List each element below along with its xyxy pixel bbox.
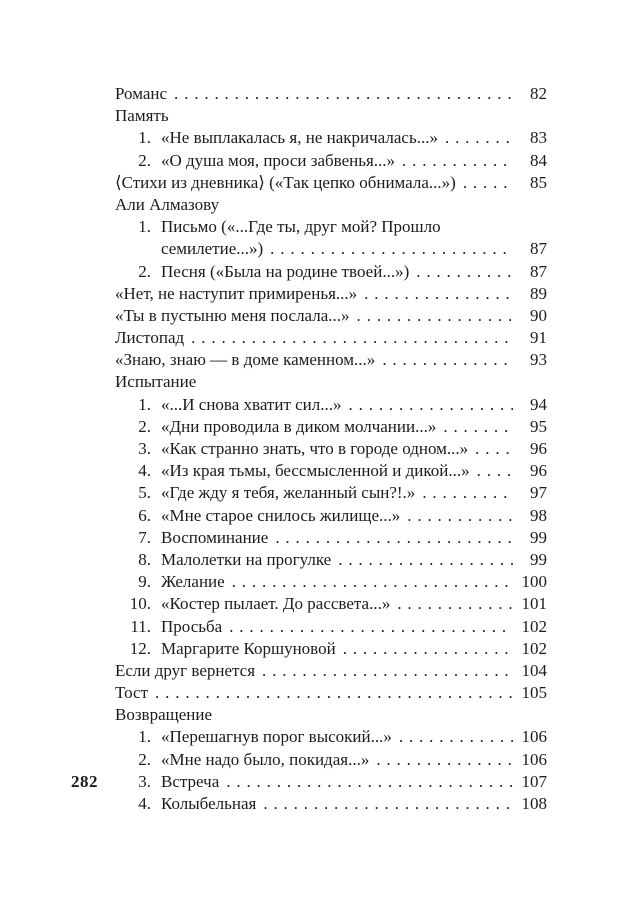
entry-number: 5. — [138, 483, 151, 503]
entry-page-number: 96 — [530, 461, 547, 481]
entry-page-number: 93 — [530, 350, 547, 370]
toc-row — [115, 505, 547, 527]
entry-page-number: 100 — [521, 572, 547, 592]
entry-title: Возвращение — [115, 705, 213, 725]
dot-leader — [402, 150, 513, 172]
toc-row — [115, 127, 547, 149]
toc-section-heading — [115, 371, 547, 393]
toc-section-heading — [115, 105, 547, 127]
entry-number: 3. — [138, 439, 151, 458]
page-folio-number: 282 — [71, 772, 98, 791]
entry-title: «Не выплакалась я, не накричалась...» — [161, 128, 438, 148]
entry-number: 9. — [138, 572, 151, 592]
dot-leader — [232, 571, 513, 593]
dot-leader — [275, 527, 513, 549]
dot-leader — [407, 505, 513, 527]
entry-title: «Из края тьмы, бессмысленной и дикой...» — [161, 461, 470, 481]
entry-title: Романс — [115, 84, 168, 103]
toc-row — [115, 261, 547, 283]
entry-title: «Мне старое снилось жилище...» — [161, 505, 401, 525]
entry-number: 11. — [130, 616, 151, 636]
dot-leader — [477, 460, 513, 482]
entry-page-number: 95 — [530, 416, 547, 436]
entry-title: Память — [115, 106, 169, 126]
entry-title: «Дни проводила в диком молчании...» — [161, 416, 437, 436]
entry-title: Испытание — [115, 372, 197, 392]
dot-leader — [416, 261, 513, 283]
entry-title: «Ты в пустыню меня послала...» — [115, 305, 350, 325]
dot-leader — [349, 394, 513, 416]
toc-row — [115, 616, 547, 638]
entry-page-number: 91 — [530, 328, 547, 348]
dot-leader — [399, 726, 513, 748]
entry-number: 3. — [138, 771, 151, 791]
dot-leader — [263, 793, 513, 815]
dot-leader — [382, 349, 513, 371]
entry-title: семилетие...») — [161, 239, 264, 259]
entry-number: 1. — [138, 727, 151, 747]
entry-title: Маргарите Коршуновой — [161, 638, 336, 658]
entry-page-number: 90 — [530, 305, 547, 325]
toc-row — [115, 793, 547, 815]
entry-page-number: 96 — [530, 439, 547, 458]
toc-section-heading — [115, 704, 547, 726]
toc-row — [115, 593, 547, 615]
toc-row — [115, 172, 547, 194]
entry-page-number: 106 — [521, 749, 547, 769]
entry-page-number: 104 — [521, 660, 547, 680]
toc-row — [115, 571, 547, 593]
entry-number: 7. — [138, 527, 151, 547]
entry-page-number: 87 — [530, 239, 547, 259]
toc-row — [115, 238, 547, 260]
dot-leader — [191, 327, 513, 349]
toc-row — [115, 771, 547, 793]
entry-title: Тост — [115, 683, 149, 703]
entry-page-number: 101 — [521, 594, 547, 614]
dot-leader — [155, 682, 513, 704]
dot-leader — [229, 616, 513, 638]
dot-leader — [445, 127, 513, 149]
toc-row — [115, 216, 547, 238]
entry-title: «Мне надо было, покидая...» — [161, 749, 370, 769]
entry-title: Желание — [161, 572, 225, 592]
entry-title: Встреча — [161, 771, 220, 791]
entry-title: «Как странно знать, что в городе одном...» — [161, 439, 469, 458]
dot-leader — [397, 593, 513, 615]
entry-page-number: 102 — [521, 616, 547, 636]
dot-leader — [343, 638, 513, 660]
entry-number: 8. — [138, 549, 151, 569]
dot-leader — [443, 416, 513, 438]
entry-page-number: 102 — [521, 638, 547, 658]
dot-leader — [338, 549, 513, 571]
entry-title: «Знаю, знаю — в доме каменном...» — [115, 350, 376, 370]
toc-row — [115, 460, 547, 482]
toc-row — [115, 349, 547, 371]
entry-number: 1. — [138, 394, 151, 414]
toc-list — [115, 83, 547, 815]
entry-title: Если друг вернется — [115, 660, 256, 680]
dot-leader — [226, 771, 513, 793]
toc-row — [115, 660, 547, 682]
entry-page-number: 98 — [530, 505, 547, 525]
dot-leader — [262, 660, 513, 682]
toc-row — [115, 682, 547, 704]
entry-page-number: 83 — [530, 128, 547, 148]
entry-title: ⟨Стихи из дневника⟩ («Так цепко обнимала...») — [115, 172, 456, 192]
dot-leader — [364, 283, 513, 305]
toc-row — [115, 749, 547, 771]
toc-row — [115, 527, 547, 549]
entry-title: Листопад — [115, 328, 185, 348]
entry-title: «...И снова хватит сил...» — [161, 394, 342, 414]
entry-number: 4. — [138, 794, 151, 813]
entry-title: Песня («Была на родине твоей...») — [161, 261, 410, 281]
entry-page-number: 99 — [530, 527, 547, 547]
entry-number: 1. — [138, 217, 151, 237]
entry-title: Воспоминание — [161, 527, 269, 547]
toc-section-heading — [115, 194, 547, 216]
toc-row — [115, 726, 547, 748]
entry-page-number: 84 — [530, 150, 547, 170]
dot-leader — [174, 83, 513, 105]
entry-number: 2. — [138, 416, 151, 436]
entry-title: Колыбельная — [161, 794, 257, 813]
entry-title: Али Алмазову — [115, 194, 220, 214]
dot-leader — [376, 749, 513, 771]
entry-title: Просьба — [161, 616, 223, 636]
entry-page-number: 85 — [530, 172, 547, 192]
toc-row — [115, 416, 547, 438]
toc-row — [115, 327, 547, 349]
toc-row — [115, 83, 547, 105]
entry-page-number: 94 — [530, 394, 547, 414]
entry-number: 6. — [138, 505, 151, 525]
entry-page-number: 82 — [530, 84, 547, 103]
dot-leader — [357, 305, 513, 327]
toc-row — [115, 482, 547, 504]
toc-row — [115, 638, 547, 660]
entry-page-number: 87 — [530, 261, 547, 281]
entry-number: 2. — [138, 749, 151, 769]
entry-number: 2. — [138, 261, 151, 281]
entry-title: Письмо («...Где ты, друг мой? Прошло — [161, 217, 441, 237]
dot-leader — [463, 172, 513, 194]
entry-page-number: 106 — [521, 727, 547, 747]
entry-page-number: 89 — [530, 283, 547, 303]
entry-number: 1. — [138, 128, 151, 148]
entry-title: «О душа моя, проси забвенья...» — [161, 150, 396, 170]
entry-number: 12. — [129, 638, 151, 658]
entry-number: 10. — [129, 594, 151, 614]
entry-page-number: 99 — [530, 549, 547, 569]
entry-number: 4. — [138, 461, 151, 481]
toc-row — [115, 283, 547, 305]
dot-leader — [475, 438, 513, 460]
entry-number: 2. — [138, 150, 151, 170]
entry-page-number: 105 — [521, 683, 547, 703]
entry-title: «Перешагнув порог высокий...» — [161, 727, 392, 747]
toc-row — [115, 150, 547, 172]
toc-row — [115, 549, 547, 571]
entry-title: Малолетки на прогулке — [161, 549, 332, 569]
toc-row — [115, 438, 547, 460]
entry-page-number: 97 — [530, 483, 547, 503]
entry-title: «Где жду я тебя, желанный сын?!.» — [161, 483, 416, 503]
toc-row — [115, 394, 547, 416]
entry-title: «Костер пылает. До рассвета...» — [161, 594, 391, 614]
entry-page-number: 108 — [521, 794, 547, 813]
dot-leader — [270, 238, 513, 260]
entry-title: «Нет, не наступит примиренья...» — [115, 283, 358, 303]
entry-page-number: 107 — [521, 771, 547, 791]
toc-row — [115, 305, 547, 327]
dot-leader — [422, 482, 513, 504]
